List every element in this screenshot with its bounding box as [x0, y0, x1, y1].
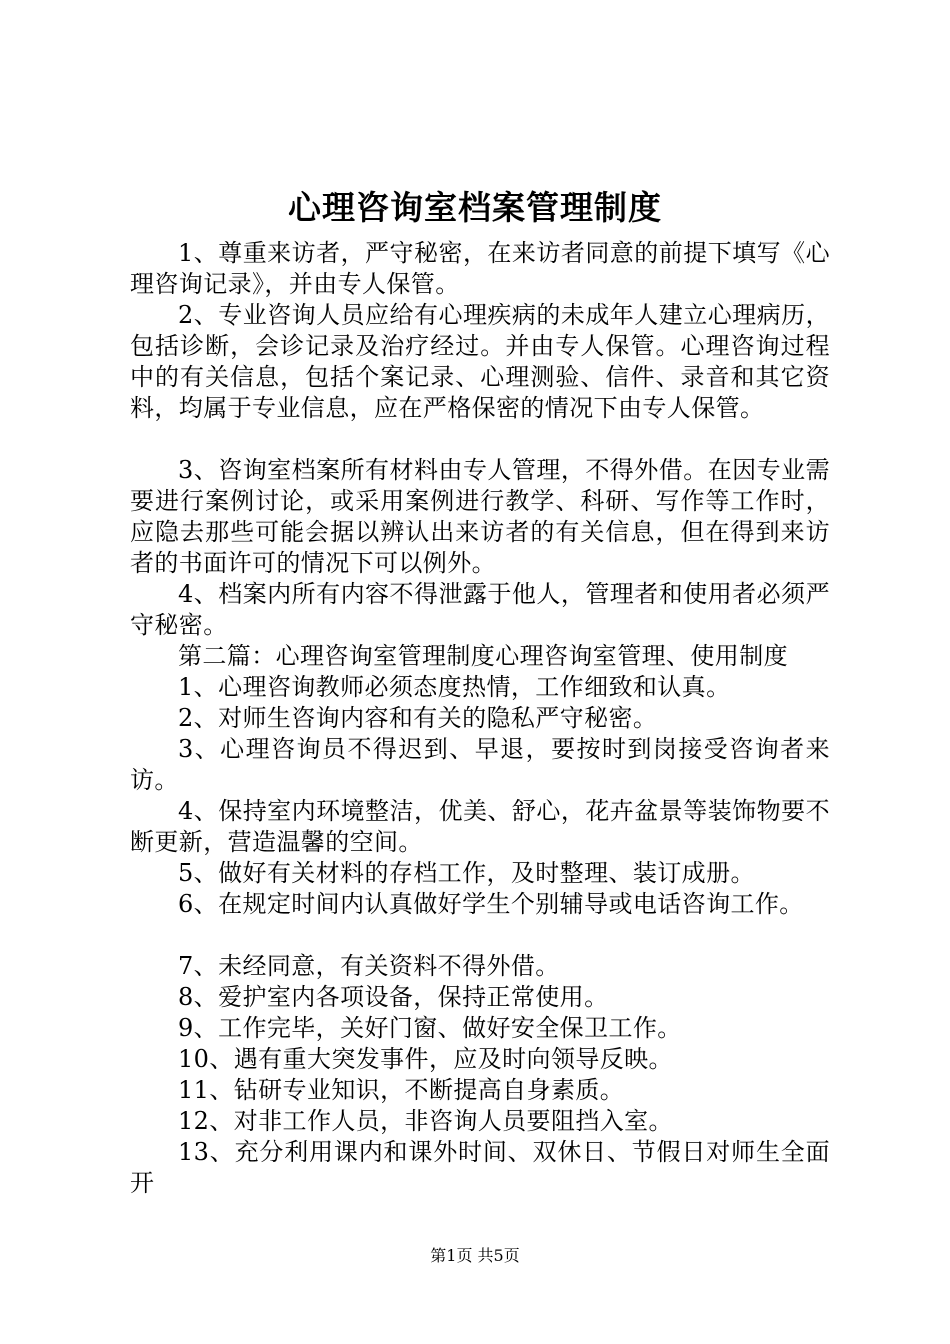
list-item: 11、钻研专业知识，不断提高自身素质。: [178, 1076, 625, 1104]
section-heading: 第二篇：心理咨询室管理制度心理咨询室管理、使用制度: [178, 642, 788, 670]
document-body: [130, 238, 830, 1199]
list-item: 6、在规定时间内认真做好学生个别辅导或电话咨询工作。: [178, 890, 804, 918]
list-item: 12、对非工作人员，非咨询人员要阻挡入室。: [178, 1107, 673, 1135]
paragraph: 4、档案内所有内容不得泄露于他人，管理者和使用者必须严守秘密。: [130, 580, 830, 639]
list-item: 1、心理咨询教师必须态度热情，工作细致和认真。: [178, 673, 731, 701]
list-item: 13、充分利用课内和课外时间、双休日、节假日对师生全面开: [130, 1138, 830, 1197]
paragraph: 2、专业咨询人员应给有心理疾病的未成年人建立心理病历，包括诊断，会诊记录及治疗经过。并由专人保管。心理咨询过程中的有关信息，包括个案记录、心理测验、信件、录音和其它资料，均属于专业信息，应在严格保密的情况下由专人保管。: [130, 301, 830, 422]
list-item: 9、工作完毕，关好门窗、做好安全保卫工作。: [178, 1014, 682, 1042]
list-item: 5、做好有关材料的存档工作，及时整理、装订成册。: [178, 859, 755, 887]
list-item: 7、未经同意，有关资料不得外借。: [178, 952, 560, 980]
paragraph: 3、咨询室档案所有材料由专人管理，不得外借。在因专业需要进行案例讨论，或采用案例进行教学、科研、写作等工作时，应隐去那些可能会据以辨认出来访者的有关信息，但在得到来访者的书面许可的情况下可以例外。: [130, 456, 830, 577]
list-item: 4、保持室内环境整洁，优美、舒心，花卉盆景等装饰物要不断更新，营造温馨的空间。: [130, 797, 830, 856]
list-item: 10、遇有重大突发事件，应及时向领导反映。: [178, 1045, 673, 1073]
document-title: 心理咨询室档案管理制度: [288, 188, 662, 227]
list-item: 3、心理咨询员不得迟到、早退，要按时到岗接受咨询者来访。: [130, 735, 830, 794]
list-item: 2、对师生咨询内容和有关的隐私严守秘密。: [178, 704, 658, 732]
page-footer: 第1页 共5页: [430, 1246, 520, 1265]
list-item: 8、爱护室内各项设备，保持正常使用。: [178, 983, 609, 1011]
paragraph: 1、尊重来访者，严守秘密，在来访者同意的前提下填写《心理咨询记录》，并由专人保管。: [130, 239, 830, 298]
